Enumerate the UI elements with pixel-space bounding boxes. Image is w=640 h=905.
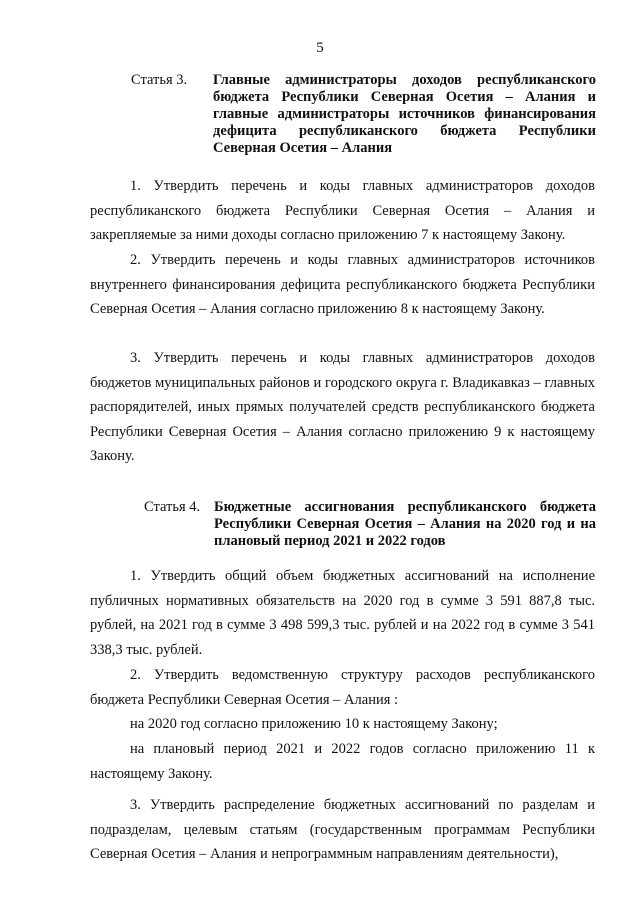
article-3-heading [131, 72, 596, 157]
article-4-paragraph-5: 3. Утвердить распределение бюджетных ассигнований по разделам и подразделам, целевым статьям (государственным программам Республики Северная Осетия – Алания и непрограммным направлениям деятельности), [90, 797, 595, 863]
article-3-title: Главные администраторы доходов республиканского бюджета Республики Северная Осетия – Алания и главные администраторы источников финансирования дефицита республиканского бюджета Республики Северная Осетия – Алания [213, 72, 596, 156]
article-4-title: Бюджетные ассигнования республиканского бюджета Республики Северная Осетия – Алания на 2020 год и на плановый период 2021 и 2022 годов [214, 499, 596, 549]
article-4-paragraph-1: 1. Утвердить общий объем бюджетных ассигнований на исполнение публичных нормативных обязательств на 2020 год в сумме 3 591 887,8 тыс. рублей, на 2021 год в сумме 3 498 599,3 тыс. рублей и на 2022 год в сумме 3 541 338,3 тыс. рублей. [90, 568, 595, 658]
article-4-paragraph-4: на плановый период 2021 и 2022 годов согласно приложению 11 к настоящему Закону. [90, 741, 595, 782]
article-4-heading [144, 499, 596, 550]
article-4-paragraph-3: на 2020 год согласно приложению 10 к настоящему Закону; [130, 716, 498, 732]
article-3-paragraph-3: 3. Утвердить перечень и коды главных администраторов доходов бюджетов муниципальных районов и городского округа г. Владикавказ – главных распорядителей, иных прямых получателей средств республиканского бюджета Республики Северная Осетия – Алания согласно приложению 9 к настоящему Закону. [90, 350, 595, 465]
article-4-label: Статья 4. [144, 499, 201, 515]
article-4-paragraph-2: 2. Утвердить ведомственную структуру расходов республиканского бюджета Республики Северная Осетия – Алания : [90, 667, 595, 708]
article-3-label: Статья 3. [131, 72, 188, 88]
article-3-paragraph-1: 1. Утвердить перечень и коды главных администраторов доходов республиканского бюджета Республики Северная Осетия – Алания и закрепляемые за ними доходы согласно приложению 7 к настоящему Закону. [90, 178, 595, 244]
article-3-paragraph-2: 2. Утвердить перечень и коды главных администраторов источников внутреннего финансирования дефицита республиканского бюджета Республики Северная Осетия – Алания согласно приложению 8 к настоящему Закону. [90, 252, 595, 318]
page-number: 5 [316, 40, 324, 56]
